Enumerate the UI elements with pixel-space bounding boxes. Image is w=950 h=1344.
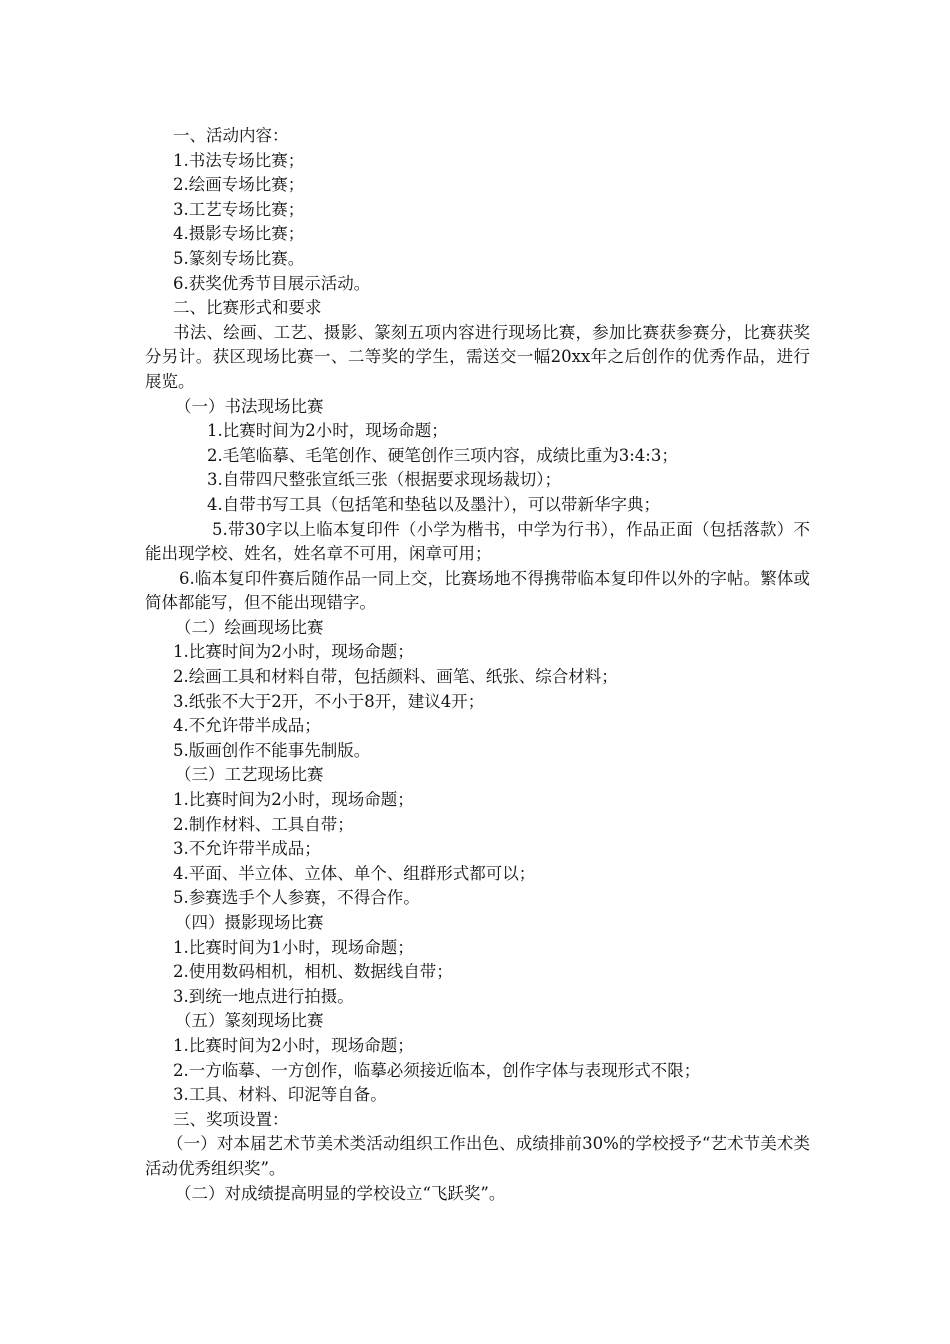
list-item: 2.绘画专场比赛； [173,175,305,195]
subsection-heading-painting: （二）绘画现场比赛 [175,617,324,637]
list-item: 5.版画创作不能事先制版。 [173,740,371,760]
list-item: 3.纸张不大于2开，不小于8开，建议4开； [173,691,485,711]
list-item: 3.工具、材料、印泥等自备。 [173,1085,387,1105]
list-item: 1.比赛时间为2小时，现场命题； [173,1035,414,1055]
list-item: 4.摄影专场比赛； [173,224,305,244]
subsection-heading-photography: （四）摄影现场比赛 [175,913,324,932]
list-item: 5.带30字以上临本复印件（小学为楷书，中学为行书），作品正面（包括落款）不能出现学校、姓名，姓名章不可用，闲章可用； [145,519,810,564]
list-item: 3.自带四尺整张宣纸三张（根据要求现场裁切）； [207,470,561,490]
subsection-heading-crafts: （三）工艺现场比赛 [175,765,324,785]
list-item: 6.临本复印件赛后随作品一同上交，比赛场地不得携带临本复印件以外的字帖。繁体或简体都能写，但不能出现错字。 [145,568,810,613]
list-item: 2.绘画工具和材料自带，包括颜料、画笔、纸张、综合材料； [173,667,618,687]
list-item: 4.自带书写工具（包括笔和垫毡以及墨汁），可以带新华字典； [207,494,660,514]
paragraph-format-intro: 书法、绘画、工艺、摄影、篆刻五项内容进行现场比赛，参加比赛获参赛分，比赛获奖分另计。获区现场比赛一、二等奖的学生，需送交一幅20xx年之后创作的优秀作品，进行展览。 [145,322,810,391]
list-item: 1.比赛时间为2小时，现场命题； [207,421,448,441]
subsection-heading-seal-carving: （五）篆刻现场比赛 [175,1011,324,1031]
section-heading-activities: 一、活动内容： [173,126,289,145]
paragraph-award-organization: （一）对本届艺术节美术类活动组织工作出色、成绩排前30%的学校授予“艺术节美术类活动优秀组织奖”。 [145,1134,810,1178]
list-item: 1.比赛时间为2小时，现场命题； [173,790,414,810]
list-item: 2.一方临摹、一方创作，临摹必须接近临本，创作字体与表现形式不限； [173,1060,701,1080]
section-heading-format: 二、比赛形式和要求 [173,298,322,318]
list-item: 1.比赛时间为1小时，现场命题； [173,937,414,957]
list-item: 1.比赛时间为2小时，现场命题； [173,642,414,662]
list-item: 3.不允许带半成品； [173,839,321,859]
subsection-heading-calligraphy: （一）书法现场比赛 [175,396,324,416]
list-item: 1.书法专场比赛； [173,150,305,170]
list-item: 6.获奖优秀节目展示活动。 [173,273,371,293]
list-item: 3.到统一地点进行拍摄。 [173,986,354,1006]
list-item: 4.不允许带半成品； [173,716,321,736]
list-item: 2.毛笔临摹、毛笔创作、硬笔创作三项内容，成绩比重为3:4:3； [207,445,678,465]
list-item: 2.使用数码相机，相机、数据线自带； [173,962,453,982]
list-item: 2.制作材料、工具自带； [173,814,354,834]
document-body [145,124,810,1206]
list-item: 5.篆刻专场比赛。 [173,248,305,268]
paragraph-award-leap: （二）对成绩提高明显的学校设立“飞跃奖”。 [175,1183,506,1203]
section-heading-awards: 三、奖项设置： [173,1109,289,1129]
list-item: 3.工艺专场比赛； [173,199,305,219]
list-item: 4.平面、半立体、立体、单个、组群形式都可以； [173,863,536,883]
list-item: 5.参赛选手个人参赛，不得合作。 [173,888,420,908]
